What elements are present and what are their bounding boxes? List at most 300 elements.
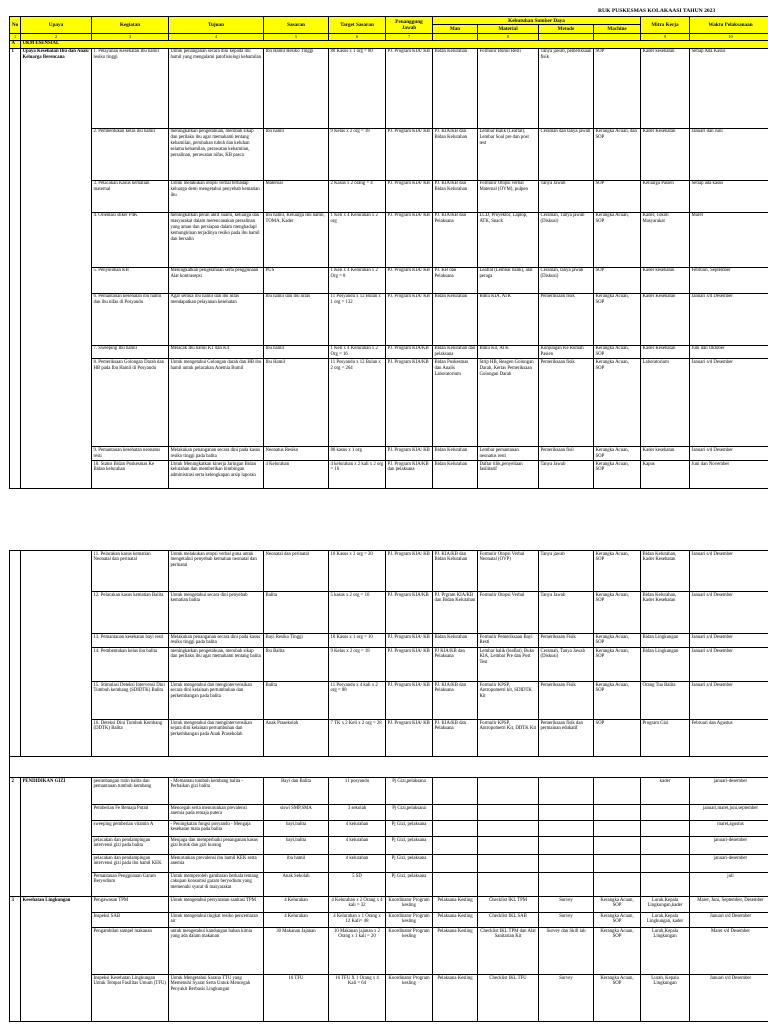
cell-metode: Ceramah dan tanya jawab: [539, 128, 594, 180]
cell-metode: [539, 855, 594, 873]
cell-pj: PJ. Program KIA/ KB: [386, 267, 433, 293]
column-number-row: [10, 33, 768, 40]
cell-sasaran: PUS: [264, 267, 329, 293]
cell-mitra: Lurah,Kepala Lingkungan: [641, 928, 690, 975]
cell-man: Bidan Kelurahan dan pelaksana: [433, 345, 478, 359]
cell-man: PJ. KIA/KB dan Pelaksana: [433, 212, 478, 267]
cell-material: Buku Kit, ATK: [478, 345, 539, 359]
column-number: 3: [92, 33, 169, 40]
cell-pj: PJ. Program KIA/ KB: [386, 648, 433, 682]
cell-sasaran: Ibu hamil: [264, 345, 329, 359]
cell-tujuan: - Peningkatan fungsi posyandu - Mengaja kesehatan mata pada balita: [169, 821, 264, 837]
cell-material: [478, 873, 539, 897]
cell-target: 16 TFU X 1 Orang x 4 Kali = 64: [329, 975, 386, 1022]
cell-machine: [594, 778, 641, 805]
cell-machine: Kerangka Acuan, SOP: [594, 359, 641, 447]
cell-metode: Tanya jawab: [539, 551, 594, 592]
cell-machine: Kerangka Acuan, SOP: [594, 634, 641, 648]
table-row: [10, 913, 768, 928]
cell-pj: Koordinator Program kesling: [386, 897, 433, 913]
cell-pj: PJ. Program KIA/ KB: [386, 293, 433, 345]
section-row: [10, 40, 768, 48]
cell-mitra: Lurah,Kepala Lingkungan,kader: [641, 897, 690, 913]
cell-man: Pelaksana Kesling: [433, 975, 478, 1022]
table-row: [10, 805, 768, 821]
cell-target: 9 Kelas x 2 org = 18: [329, 128, 386, 180]
cell-target: 11 Posyandu x 4 kali x 2 org = 88: [329, 682, 386, 720]
cell-material: [478, 805, 539, 821]
cell-material: Checklist IKL TPM: [478, 897, 539, 913]
cell-waktu: januari-desember: [690, 837, 768, 855]
cell-machine: Kerangka Acuan, SOP: [594, 212, 641, 267]
cell-machine: [594, 837, 641, 855]
cell-waktu: Januari s/d Desember: [690, 551, 768, 592]
cell-target: 4 Kelurahan x 1 Orang x 12 Kali= 48: [329, 913, 386, 928]
cell-pj: Pj Gizi,pelaksana: [386, 805, 433, 821]
cell-pj: PJ. Program KIA/ KB: [386, 682, 433, 720]
column-number: 8: [478, 33, 539, 40]
cell-metode: Pemeriksaan fisik dan permainan edukatif: [539, 720, 594, 757]
cell-tujuan: Untuk melakukan otopsi verbal terhadap keluarga demi mengetahui penyebab kematian ibu: [169, 180, 264, 212]
cell-pj: Pj Gizi, pelaksana: [386, 873, 433, 897]
cell-kegiatan: 3. Pelacakan Kasus kematian maternal: [92, 180, 169, 212]
cell-material: Lembar Balik (Leaflat), Lembar Soal pre dan post test: [478, 128, 539, 180]
header-material: Material: [478, 25, 539, 33]
cell-metode: Tanya Jawab: [539, 592, 594, 634]
cell-mitra: [641, 837, 690, 855]
cell-machine: Kerangka Acuan, SOP: [594, 682, 641, 720]
cell-mitra: Keluarga Pasien: [641, 180, 690, 212]
header-pj: Penanggung Jawab: [386, 17, 433, 34]
cell-kegiatan: 6. Pemantauan kesehatan ibu hamil dan ibu nifas di Posyandu: [92, 293, 169, 345]
cell-machine: SOP: [594, 180, 641, 212]
cell-man: PJ KIA/KB dan Pelaksana: [433, 648, 478, 682]
cell-sasaran: Maternal: [264, 180, 329, 212]
cell-sasaran: bayi,balita: [264, 821, 329, 837]
upaya-label: Upaya Kesehatan Ibu dan Anak/ Keluarga Berencana: [21, 48, 92, 488]
cell-man: Pelaksana Kesling: [433, 928, 478, 975]
table-row: [10, 359, 768, 447]
cell-target: 11 posyandu: [329, 778, 386, 805]
cell-kegiatan: sweeping pemberian vitamin A: [92, 821, 169, 837]
cell-material: Formulir KPSP, Antropometri kit, SDIDTK Kit: [478, 682, 539, 720]
cell-waktu: Januari s/d Desember: [690, 975, 768, 1022]
cell-pj: PJ. Program KIA/ KB: [386, 128, 433, 180]
cell-sasaran: 4 Kelurahan: [264, 913, 329, 928]
cell-sasaran: Ibu Hamil Resiko Tinggi: [264, 48, 329, 128]
cell-sasaran: Ibu hamil dan ibu nifas: [264, 293, 329, 345]
table-row: [10, 267, 768, 293]
cell-material: Formulir Pemeriksaan Bayi Resti: [478, 634, 539, 648]
table-row: [10, 293, 768, 345]
cell-material: Buku KIA, ATK: [478, 293, 539, 345]
cell-sasaran: Bayi Resiko Tinggi: [264, 634, 329, 648]
cell-material: Lembar pemantauan neonatus resti: [478, 447, 539, 461]
cell-target: 4 kelurahan: [329, 837, 386, 855]
cell-machine: [594, 873, 641, 897]
cell-waktu: Februari, September: [690, 267, 768, 293]
cell-kegiatan: pelacakan dan pendampingan intervensi gizi pada ibu hamil KEK: [92, 855, 169, 873]
cell-sasaran: 4 Kelurahan: [264, 461, 329, 489]
cell-machine: [594, 805, 641, 821]
cell-mitra: [641, 805, 690, 821]
cell-tujuan: Untuk melakukan otopsi verbal guna untuk mengetahui penyebab kematian neonatal dan perinatal: [169, 551, 264, 592]
cell-target: 4 kelurahan x 2 kali x 2 org = 16: [329, 461, 386, 489]
cell-waktu: januari,maret,juni,september: [690, 805, 768, 821]
cell-tujuan: Menjaga dan memperbaiki penanganan kasus gizi buruk dan gizi kurang: [169, 837, 264, 855]
cell-target: 11 Posyandu x 12 Bulan x 2 org = 264: [329, 359, 386, 447]
cell-waktu: Januari s/d Desember: [690, 447, 768, 461]
cell-machine: Kerangka Acuan, SOP: [594, 897, 641, 913]
table-row: [10, 720, 768, 757]
cell-mitra: Kader kesehatan: [641, 48, 690, 128]
cell-target: 5 kasus x 2 org = 10: [329, 592, 386, 634]
table-row: [10, 128, 768, 180]
cell-kegiatan: penimbangan rutin balita dan pemantauan tumbuh kembang: [92, 778, 169, 805]
cell-machine: SOP: [594, 720, 641, 757]
header-sasaran: Sasaran: [264, 17, 329, 34]
header-man: Man: [433, 25, 478, 33]
cell-waktu: Juni dan Oktober: [690, 345, 768, 359]
cell-mitra: Bidan Lingkungan: [641, 634, 690, 648]
cell-pj: PJ. Program KIA/ KB: [386, 180, 433, 212]
cell-tujuan: untuk mengetahui kandungan bahan kimia yang ada dalam makanan: [169, 928, 264, 975]
cell-tujuan: Untuk mengetahui dan mengintervensikan sejara dini kelainan pertumbuhan dan perkembangan pada Anak Prasekolah: [169, 720, 264, 757]
table-row: [10, 897, 768, 913]
cell-material: Formulir Otopsi Verbal Neonatal (OVP): [478, 551, 539, 592]
cell-mitra: Lurah, Kepala Lingkungan: [641, 975, 690, 1022]
cell-mitra: [641, 873, 690, 897]
column-number: 1: [10, 33, 21, 40]
upaya-number: 2: [10, 778, 21, 897]
ruk-table-bottom: [9, 550, 768, 1022]
table-row: [10, 837, 768, 855]
header-target: Target Sasaran: [329, 17, 386, 34]
cell-material: Strip HB, Reagen Golongan Darah, Kertas Pemeriksaan Golongan Darah: [478, 359, 539, 447]
cell-man: PJ. KIA/KB dan Bidan Kelurahan: [433, 180, 478, 212]
cell-mitra: Kader kesehatan: [641, 447, 690, 461]
cell-sasaran: 30 Makanan Jajanan: [264, 928, 329, 975]
column-number: 6: [329, 33, 386, 40]
column-number: [433, 33, 478, 40]
cell-man: [433, 778, 478, 805]
cell-kegiatan: 1. Pelayanan Kesehatan Ibu hamil resiko tinggi: [92, 48, 169, 128]
column-number: 5: [264, 33, 329, 40]
cell-machine: [594, 821, 641, 837]
cell-tujuan: Melakukan penanganan secara dini pada kasus resiko tinggi pada balita: [169, 634, 264, 648]
cell-mitra: kader: [641, 778, 690, 805]
cell-machine: SOP: [594, 48, 641, 128]
cell-man: [433, 805, 478, 821]
cell-kegiatan: 2. Pembentukan kelas ibu hamil: [92, 128, 169, 180]
cell-waktu: Juni dan November: [690, 461, 768, 489]
upaya-number: 3: [10, 897, 21, 1022]
cell-mitra: Lurah,Kepala Lingkungan, kader: [641, 913, 690, 928]
header-machine: Machine: [594, 25, 641, 33]
cell-target: 3 sekolah: [329, 805, 386, 821]
cell-tujuan: meningkatkan pengetahuan, merubah sikap dan perilaku ibu agar memahami tentang kehamilan, perubahan tubuh dan keluhan selama kehamilan, perawatan kehamilan, persalinan, perawatan nifas, KB pasca: [169, 128, 264, 180]
cell-sasaran: Ibu hamil, Keluarga Ibu hamil, TOMA, Kader: [264, 212, 329, 267]
cell-man: PJ. KIA/KB dan Bidan Kelurahan: [433, 551, 478, 592]
cell-mitra: Orang Tua Balita: [641, 682, 690, 720]
cell-sasaran: Balita: [264, 592, 329, 634]
cell-sasaran: Ibu Balita: [264, 648, 329, 682]
cell-sasaran: Ibu Hamil: [264, 359, 329, 447]
table-row: [10, 345, 768, 359]
cell-material: LCD, Proyektor, Laptop, ATK, Snack: [478, 212, 539, 267]
cell-target: 5 SD: [329, 873, 386, 897]
cell-metode: Pemeriksaan fisik: [539, 359, 594, 447]
document-title: RUK PUSKESMAS KOLAKAASI TAHUN 2023: [598, 8, 716, 14]
table-row: [10, 212, 768, 267]
cell-metode: Tanya Jawab: [539, 180, 594, 212]
cell-metode: [539, 778, 594, 805]
cell-material: Checklist IKL SAB: [478, 913, 539, 928]
cell-tujuan: Untuk mengetahui dan mengintervensikan secara dini kelainan pertumbuhan dan perkembangan pada balita: [169, 682, 264, 720]
cell-kegiatan: 12. Pelacakan kasus kematian Balita: [92, 592, 169, 634]
table-row: [10, 873, 768, 897]
cell-machine: Kerangka Acuan, SOP: [594, 913, 641, 928]
cell-tujuan: meningkatkan pengetahuan, merubah sikap dan perilaku ibu agar memahami tentang balita: [169, 648, 264, 682]
cell-tujuan: Untuk Mengetahui Sarana TTU yang Memenuhi Syarat Serta Untuk Mencegah Penyakit Berbasis Lingkungan: [169, 975, 264, 1022]
cell-target: 1 Keli x 4 Kelurahan x 2 Org = 8: [329, 267, 386, 293]
table-row: [10, 551, 768, 592]
cell-material: [478, 837, 539, 855]
cell-waktu: Januari s/d Desember: [690, 592, 768, 634]
cell-waktu: Januari s/d Desember: [690, 293, 768, 345]
upaya-number: 1: [10, 48, 21, 488]
cell-mitra: [641, 821, 690, 837]
cell-man: PJ. KIA/KB dan Pelaksana: [433, 682, 478, 720]
table-row: [10, 682, 768, 720]
spacer-cell: [10, 757, 768, 778]
cell-machine: Kerangka Acuan, SOP: [594, 975, 641, 1022]
cell-man: PJ. Prgram KIA/KB dan Bidan Kelurahan: [433, 592, 478, 634]
cell-waktu: Januari s/d Desember: [690, 682, 768, 720]
table-row: [10, 461, 768, 489]
cell-pj: PJ. Program KIA/KB: [386, 345, 433, 359]
column-number: 4: [169, 33, 264, 40]
cell-waktu: Februari dan Agustus: [690, 720, 768, 757]
cell-kegiatan: Pemberian Fe Remaja Putari: [92, 805, 169, 821]
header-mitra: Mitra Kerja: [641, 17, 690, 34]
section-no: A: [10, 40, 21, 48]
cell-target: 1 Keli x 4 Kelurahan x 2 org: [329, 212, 386, 267]
cell-material: Daftar tilik,penyeliaan fasilitatif: [478, 461, 539, 489]
cell-metode: Ceramah, Tanya jawab (Diskusi): [539, 212, 594, 267]
table-row: [10, 48, 768, 128]
cell-mitra: Kader, Tokoh Masyarakat: [641, 212, 690, 267]
cell-machine: Kerangka Acuan, dan SOP: [594, 128, 641, 180]
header-upaya: Upaya: [21, 17, 92, 34]
cell-tujuan: Agar semua ibu hamil dan ibu nifas mendapatkan pelayanan kesehatan: [169, 293, 264, 345]
cell-tujuan: Untuk mengetahui persyaratan sanitasi TPM: [169, 897, 264, 913]
cell-tujuan: Untuk mengetahui Golongan darah dan HB ibu hamil untuk pelacakan Anemia Bumil: [169, 359, 264, 447]
cell-tujuan: Untuk penanganan secara dini kepada ibu hamil yang mengalami patofisiologi kehamilan: [169, 48, 264, 128]
cell-tujuan: Melakukan penanganan secara dini pada kasus resiko tinggi pada balita: [169, 447, 264, 461]
cell-kegiatan: 14. Pembentukan kelas ibu balita: [92, 648, 169, 682]
cell-machine: SOP: [594, 267, 641, 293]
column-number: 9: [641, 33, 690, 40]
cell-sasaran: ibu hamil: [264, 855, 329, 873]
cell-kegiatan: Inspeksi SAB: [92, 913, 169, 928]
cell-mitra: Program Gizi: [641, 720, 690, 757]
cell-machine: Kerangka Acuan, SOP: [594, 928, 641, 975]
cell-man: Pelaksana Kesling: [433, 897, 478, 913]
cell-man: [433, 873, 478, 897]
cell-kegiatan: Pengambilan sampel makanan: [92, 928, 169, 975]
cell-pj: Pj Gizi, pelaksana: [386, 855, 433, 873]
cell-sasaran: Anak Sekolah: [264, 873, 329, 897]
cell-tujuan: Meningkatkan pengetahuan serta penggunaan Alat kontrasepsi: [169, 267, 264, 293]
cell-tujuan: Menurunkan prevalensi ibu hamil KEK serta anemia: [169, 855, 264, 873]
header-kebutuhan: Kebutuhan Sumber Daya: [433, 17, 641, 25]
cell-waktu: Januari dan Juni: [690, 128, 768, 180]
cell-metode: Ceramah, Tanya Jawab (Diskusi): [539, 648, 594, 682]
group-spacer: [10, 757, 768, 778]
cell-machine: Kerangka Acuan, SOP: [594, 447, 641, 461]
cell-target: 10 Kasus x 1 org = 10: [329, 634, 386, 648]
table-row: [10, 855, 768, 873]
cell-target: 80 kasus x 1 org: [329, 447, 386, 461]
column-number: 10: [690, 33, 768, 40]
ruk-table-top: [9, 16, 768, 489]
cell-tujuan: - Memantau tumbuh kembang balita - Perbaikan gizi balita: [169, 778, 264, 805]
cell-target: 10 Kasus x 2 org = 20: [329, 551, 386, 592]
cell-kegiatan: Pemantauan Penggunaan Garam Beryodium: [92, 873, 169, 897]
cell-tujuan: Melacak Ibu hamil K1 dan K4: [169, 345, 264, 359]
cell-sasaran: Anak Prasekolah: [264, 720, 329, 757]
cell-mitra: Kapus: [641, 461, 690, 489]
cell-waktu: Januari s/d Desember: [690, 634, 768, 648]
cell-target: 4 kelurahan: [329, 855, 386, 873]
cell-mitra: Kader Kesehatan: [641, 293, 690, 345]
cell-tujuan: Mencegah serta menurunkan prevalensi anemia pada remaja putera: [169, 805, 264, 821]
cell-pj: PJ. Program KIA/KB: [386, 359, 433, 447]
cell-machine: Kerangka Acuan, SOP: [594, 345, 641, 359]
cell-target: 11 Posyandu x 12 Bulan x 1 org = 132: [329, 293, 386, 345]
cell-target: 1 Keli x 4 Kelurahan x 2 Org = 16: [329, 345, 386, 359]
cell-waktu: Januari s/d Desember: [690, 359, 768, 447]
cell-tujuan: Untuk memperoleh gambaran berkala tentang cakupan konsumsi garam beryodium yang memenuhi syarat di masyarakat: [169, 873, 264, 897]
cell-sasaran: Bayi dan Balita: [264, 778, 329, 805]
cell-tujuan: Untuk Meningkatkan kinerja Jaringan Bidan kelurahan dan memberikan bimbingan administrasi serta kelengkapan arsip laporan: [169, 461, 264, 489]
header-kegiatan: Kegiatan: [92, 17, 169, 34]
cell-sasaran: Neonatus Resiko: [264, 447, 329, 461]
cell-sasaran: Balita: [264, 682, 329, 720]
cell-man: Bidan Kelurahan: [433, 634, 478, 648]
upaya-label-continued: [21, 551, 92, 757]
cell-material: Leaflat (Lembar balik), alat peraga: [478, 267, 539, 293]
cell-man: PJ. KIA/KB dan Pelaksana: [433, 720, 478, 757]
cell-pj: Pj Gizi,pelaksana: [386, 778, 433, 805]
cell-mitra: Kader Kesehatan: [641, 128, 690, 180]
cell-target: 2 Kasus x 2 orang = 4: [329, 180, 386, 212]
cell-mitra: Kader kesehatan: [641, 267, 690, 293]
cell-pj: Pj Gizi, pelaksana: [386, 821, 433, 837]
cell-machine: Kerangka Acuan, SOP: [594, 592, 641, 634]
cell-material: Formulir Bumil Resti: [478, 48, 539, 128]
cell-machine: Kerangka Acuan, SOP: [594, 293, 641, 345]
cell-pj: PJ. Program KIA/ KB: [386, 447, 433, 461]
header-waktu: Waktu Pelaksanaan: [690, 17, 768, 34]
cell-kegiatan: 7. Sweeping Ibu hamil: [92, 345, 169, 359]
cell-metode: Tanya jawab, pemeriksaan fisik: [539, 48, 594, 128]
cell-mitra: Bidan Kelurahan, Kader Kesehatan: [641, 592, 690, 634]
table-row: [10, 648, 768, 682]
cell-mitra: Laboratorium: [641, 359, 690, 447]
cell-metode: Pemeriksaan fisil: [539, 447, 594, 461]
column-number: [594, 33, 641, 40]
cell-metode: [539, 821, 594, 837]
cell-material: Formulir Otopsi Verbal: [478, 592, 539, 634]
cell-machine: Kerangka Acuan, SOP: [594, 648, 641, 682]
cell-metode: Pemeriksaan Fisik: [539, 682, 594, 720]
cell-metode: [539, 873, 594, 897]
cell-man: Bidan Kelurahan: [433, 447, 478, 461]
cell-waktu: Januari s/d Desember: [690, 913, 768, 928]
upaya-label: PENDIDIKAN GIZI: [21, 778, 92, 897]
cell-material: [478, 855, 539, 873]
cell-waktu: januari-desember: [690, 855, 768, 873]
cell-material: Checklist IKL TFU: [478, 975, 539, 1022]
cell-metode: Survey dan Skill lab: [539, 928, 594, 975]
cell-metode: Pemeriksaan fisik: [539, 293, 594, 345]
table-row: [10, 778, 768, 805]
table-row: [10, 634, 768, 648]
cell-man: [433, 837, 478, 855]
cell-metode: Ceramah, tanya jawab (Diskusi): [539, 267, 594, 293]
cell-kegiatan: pelacakan dan pendampingan intervensi gizi pada balita: [92, 837, 169, 855]
cell-kegiatan: Inspeksi Kesehatan Lingkungan Untuk Tempat Fasilitas Umum (TFU): [92, 975, 169, 1022]
cell-target: 10 Makanan jajanan x 2 Orang x 1 kali = 20: [329, 928, 386, 975]
cell-sasaran: Neonatal dan perinatal: [264, 551, 329, 592]
cell-mitra: Kader Kesehatan: [641, 345, 690, 359]
cell-man: [433, 821, 478, 837]
header-tujuan: Tujuan: [169, 17, 264, 34]
column-number: 7: [386, 33, 433, 40]
cell-tujuan: Untuk mengetahui tingkat resiko pencemaran air: [169, 913, 264, 928]
cell-man: PJ. KIA/KB dan Bidan Kelurahan: [433, 128, 478, 180]
cell-waktu: Setiap Ada Kasus: [690, 48, 768, 128]
cell-pj: Pj Gizi, pelaksana: [386, 837, 433, 855]
cell-kegiatan: 5. Penyuluhan KB: [92, 267, 169, 293]
cell-pj: PJ. Program KIA/ KB: [386, 48, 433, 128]
cell-waktu: januari-desember: [690, 778, 768, 805]
cell-target: 4 kelurahan: [329, 821, 386, 837]
cell-pj: Koordinator Program kesling: [386, 913, 433, 928]
cell-waktu: maret,agustus: [690, 821, 768, 837]
cell-tujuan: meningkatkan peran aktif suami, keluarga dan masyarakat dalam merencanakan persalinan yang aman dan persiapan dalam menghadapi kemungkinan terjadinya resiko pada ibu hamil dan bersalin: [169, 212, 264, 267]
cell-target: 7 TK x 2 Keli x 2 org = 28: [329, 720, 386, 757]
cell-man: PJ. KB dan Pelaksana: [433, 267, 478, 293]
table-row: [10, 928, 768, 975]
cell-waktu: Januari s/d Desember: [690, 648, 768, 682]
cell-kegiatan: 4. Orientasi stiker P4K: [92, 212, 169, 267]
cell-sasaran: Ibu hamil: [264, 128, 329, 180]
cell-man: Bidan Kelurahan: [433, 293, 478, 345]
column-number: [539, 33, 594, 40]
table-row: [10, 821, 768, 837]
cell-waktu: Maret, Juni, September, Desember: [690, 897, 768, 913]
cell-target: 9 Kelas x 2 org = 18: [329, 648, 386, 682]
upaya-number: [10, 551, 21, 757]
table-row: [10, 975, 768, 1022]
cell-pj: PJ. Program KIA/ KB: [386, 634, 433, 648]
column-number: 2: [21, 33, 92, 40]
cell-pj: PJ. Program KIA/ KB: [386, 212, 433, 267]
cell-sasaran: siswi SMP,SMA: [264, 805, 329, 821]
